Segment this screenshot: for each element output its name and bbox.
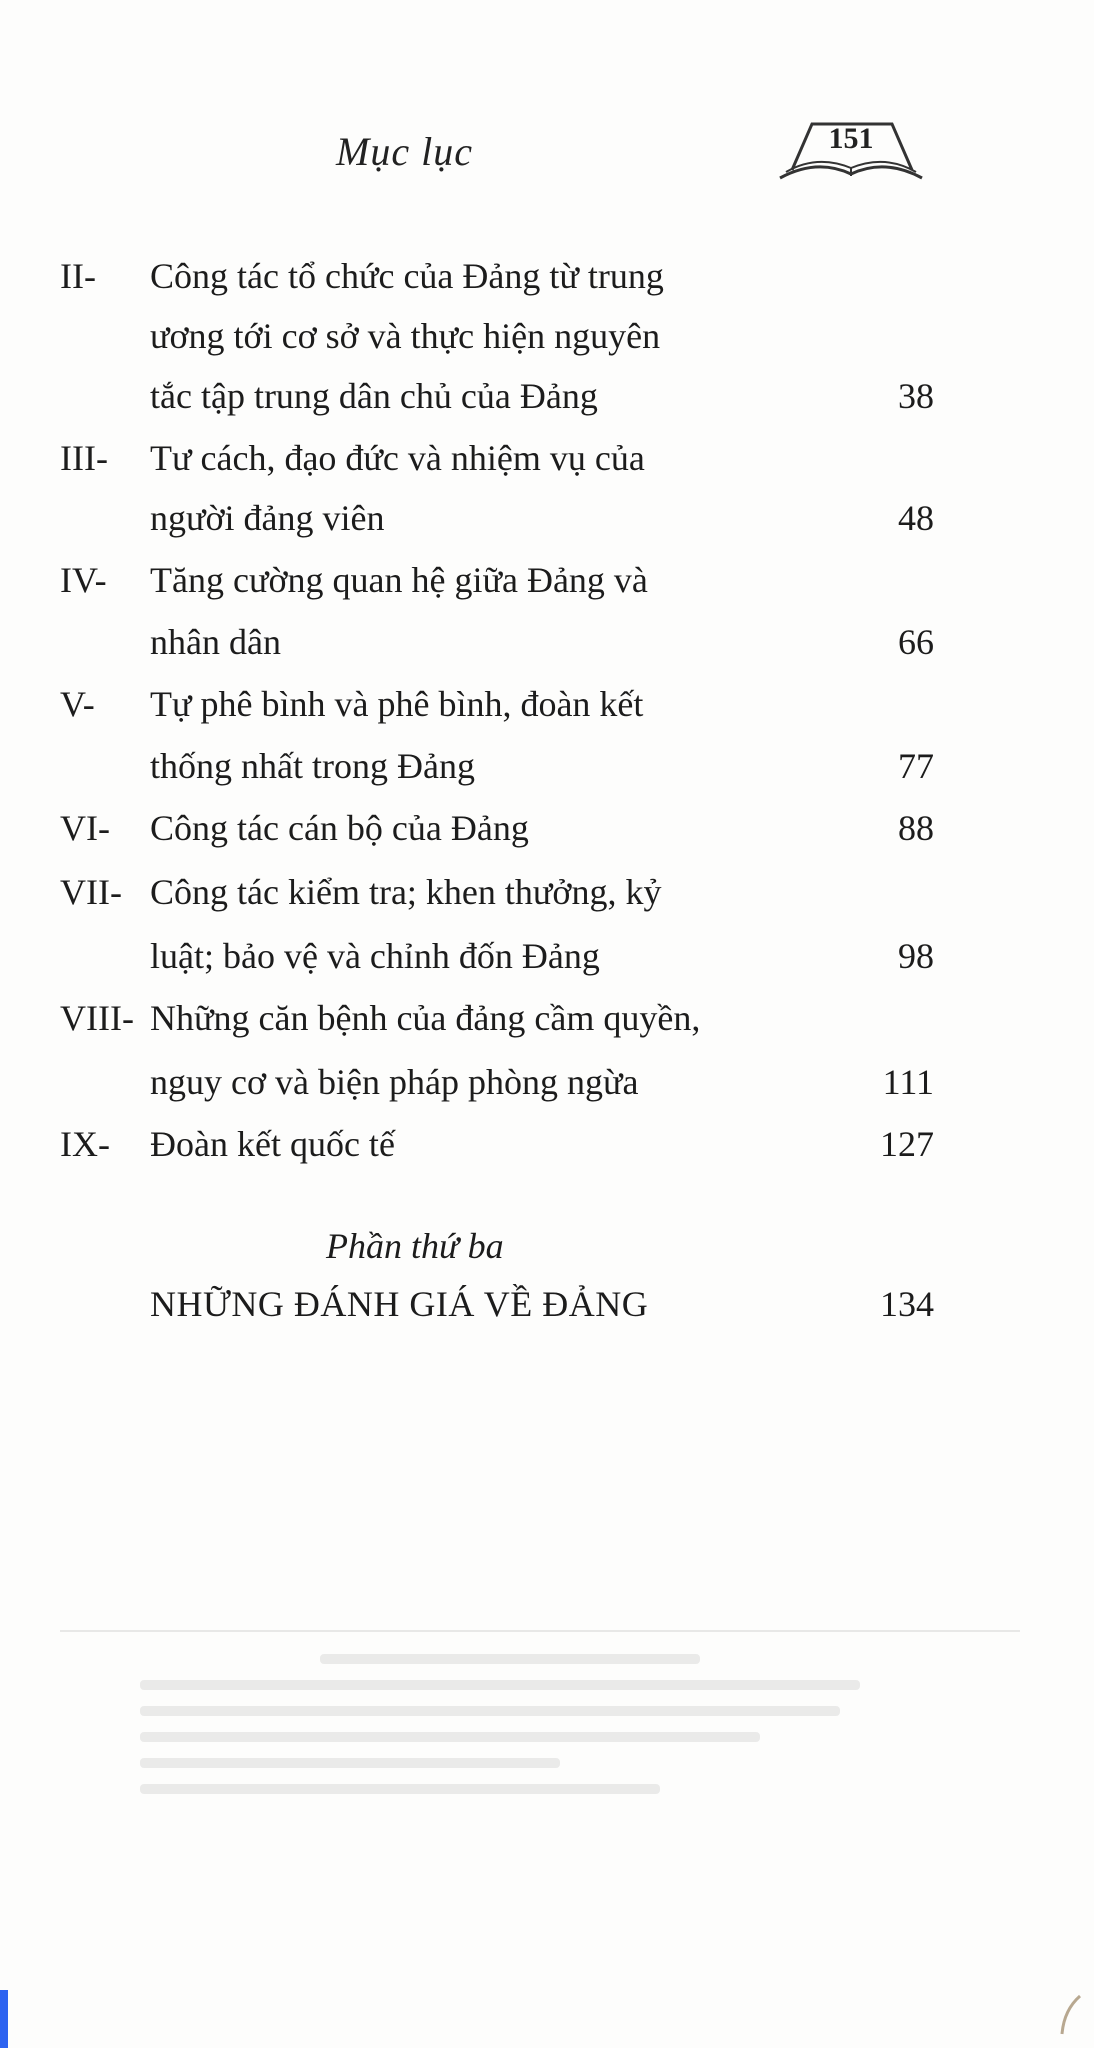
toc-entry-line <box>0 248 1094 304</box>
part-subtitle: Phần thứ ba <box>326 1226 504 1266</box>
toc-entry-text: Công tác cán bộ của Đảng <box>150 808 529 848</box>
toc-entry-line <box>0 1116 1094 1172</box>
toc-entry-line <box>0 928 1094 984</box>
toc-entry-number: V- <box>60 684 95 724</box>
toc-entry-line <box>0 676 1094 732</box>
toc-entry-number: VII- <box>60 872 122 912</box>
toc-entry-text: Đoàn kết quốc tế <box>150 1124 395 1164</box>
toc-entry-line <box>0 308 1094 364</box>
toc-entry-text: ương tới cơ sở và thực hiện nguyên <box>150 316 661 356</box>
toc-entry-line <box>0 552 1094 608</box>
toc-entry-number: IX- <box>60 1124 110 1164</box>
toc-entry-text: Tư cách, đạo đức và nhiệm vụ của <box>150 438 645 478</box>
toc-entry-line <box>0 368 1094 424</box>
toc-entry-page: 88 <box>898 808 934 848</box>
bleed-through-imprint <box>60 1630 1020 1820</box>
imprint-ghost-line <box>140 1784 660 1794</box>
page-corner-mark-icon <box>1052 1992 1088 2038</box>
toc-entry-line <box>0 490 1094 546</box>
toc-entry-text: Tăng cường quan hệ giữa Đảng và <box>150 560 648 600</box>
imprint-divider <box>60 1630 1020 1632</box>
toc-entry-text: Tự phê bình và phê bình, đoàn kết <box>150 684 644 724</box>
toc-entry-line <box>0 990 1094 1046</box>
toc-entry-number: III- <box>60 438 108 478</box>
imprint-ghost-line <box>140 1758 560 1768</box>
toc-entry-number: VIII- <box>60 998 134 1038</box>
toc-entry-page: 66 <box>898 622 934 662</box>
toc-entry-page: 48 <box>898 498 934 538</box>
toc-entry-number: IV- <box>60 560 107 600</box>
toc-entry-text: Những căn bệnh của đảng cầm quyền, <box>150 998 701 1038</box>
part-page-number: 134 <box>880 1284 934 1324</box>
toc-entry-number: II- <box>60 256 96 296</box>
toc-entry-line <box>0 1054 1094 1110</box>
toc-entry-line <box>0 738 1094 794</box>
toc-entry-text: Công tác kiểm tra; khen thưởng, kỷ <box>150 872 662 912</box>
toc-entry-number: VI- <box>60 808 110 848</box>
toc-entry-text: Công tác tổ chức của Đảng từ trung <box>150 256 664 296</box>
page-header-title: Mục lục <box>336 129 473 174</box>
toc-entry-line <box>0 800 1094 856</box>
toc-entry-text: nguy cơ và biện pháp phòng ngừa <box>150 1062 639 1102</box>
page-number: 151 <box>828 122 874 155</box>
toc-entry-page: 77 <box>898 746 934 786</box>
toc-entry-page: 38 <box>898 376 934 416</box>
toc-entry-text: tắc tập trung dân chủ của Đảng <box>150 376 598 416</box>
imprint-ghost-line <box>140 1680 860 1690</box>
toc-entry-line <box>0 864 1094 920</box>
toc-entry-page: 98 <box>898 936 934 976</box>
toc-entry-text: nhân dân <box>150 622 281 662</box>
toc-entry-text: thống nhất trong Đảng <box>150 746 475 786</box>
toc-entry-line <box>0 614 1094 670</box>
page-number-badge <box>772 108 930 186</box>
toc-entry-page: 111 <box>882 1062 934 1102</box>
scan-edge-artifact <box>0 1990 8 2048</box>
toc-entry-page: 127 <box>880 1124 934 1164</box>
toc-entry-line <box>0 430 1094 486</box>
imprint-ghost-line <box>320 1654 700 1664</box>
part-title: NHỮNG ĐÁNH GIÁ VỀ ĐẢNG <box>150 1284 649 1324</box>
imprint-ghost-line <box>140 1706 840 1716</box>
imprint-ghost-line <box>140 1732 760 1742</box>
toc-entry-text: người đảng viên <box>150 498 385 538</box>
toc-entry-text: luật; bảo vệ và chỉnh đốn Đảng <box>150 936 600 976</box>
